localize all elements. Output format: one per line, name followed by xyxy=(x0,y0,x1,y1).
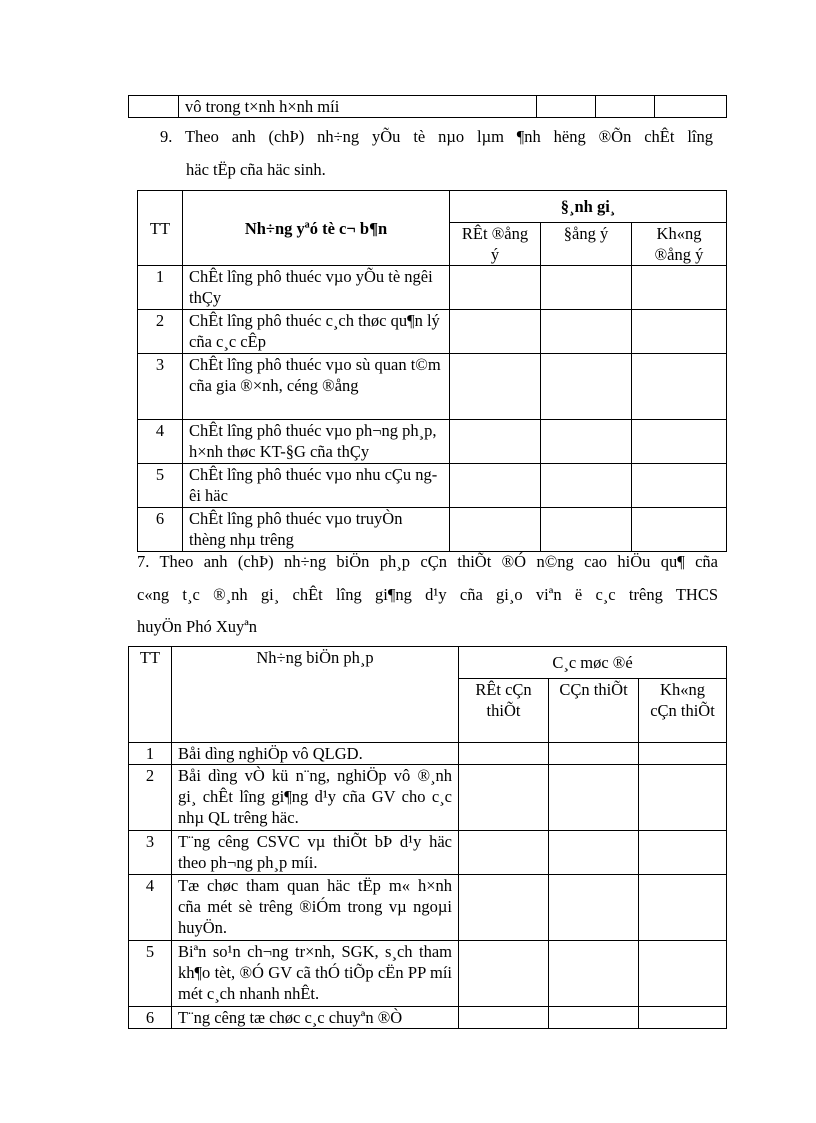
cell xyxy=(549,1007,639,1029)
cell xyxy=(632,508,727,552)
top-table-cell-text: vô trong t×nh h×nh míi xyxy=(179,96,537,118)
row-text: Tæ chøc tham quan häc tËp m« h×nh cña mét sè trêng ®iÓm trong vµ ngoµi huyÖn. xyxy=(172,875,459,941)
cell xyxy=(639,743,727,765)
cell xyxy=(632,464,727,508)
row-text: ChÊt lîng phô thuéc vµo truyÒn thèng nhµ trêng xyxy=(183,508,450,552)
row-number: 2 xyxy=(138,310,183,354)
cell xyxy=(639,831,727,875)
top-table-cell-tt xyxy=(129,96,179,118)
cell xyxy=(459,831,549,875)
table-row xyxy=(138,354,727,420)
cell xyxy=(632,420,727,464)
table-row xyxy=(138,464,727,508)
question-7-line-1: 7. Theo anh (chÞ) nh÷ng biÖn ph¸p cÇn thiÕt ®Ó n©ng cao hiÖu qu¶ cña xyxy=(137,552,718,571)
top-table-cell xyxy=(655,96,727,118)
table-row xyxy=(138,508,727,552)
row-number: 5 xyxy=(138,464,183,508)
cell xyxy=(632,310,727,354)
cell xyxy=(450,310,541,354)
row-number: 4 xyxy=(138,420,183,464)
row-text: Båi dìng nghiÖp vô QLGD. xyxy=(172,743,459,765)
row-number: 5 xyxy=(129,941,172,1007)
question-7-line-2: c«ng t¸c ®¸nh gi¸ chÊt lîng gi¶ng d¹y cña gi¸o viªn ë c¸c trêng THCS xyxy=(137,585,718,604)
factors-header-eval: §¸nh gi¸ xyxy=(450,191,727,223)
cell xyxy=(549,941,639,1007)
row-text: ChÊt lîng phô thuéc vµo nhu cÇu ngêi häc xyxy=(183,464,450,508)
cell xyxy=(459,941,549,1007)
cell xyxy=(541,354,632,420)
measures-header-measures: Nh÷ng biÖn ph¸p xyxy=(172,647,459,743)
cell xyxy=(450,508,541,552)
cell xyxy=(549,831,639,875)
factors-subheader: Kh«ng ®ång ý xyxy=(632,223,727,266)
table-row xyxy=(129,743,727,765)
question-9-line-2: häc tËp cña häc sinh. xyxy=(186,160,326,179)
measures-subheader: Kh«ng cÇn thiÕt xyxy=(639,679,727,743)
cell xyxy=(541,508,632,552)
cell xyxy=(549,743,639,765)
row-text: ChÊt lîng phô thuéc vµo sù quan t©m cña gia ®×nh, céng ®ång xyxy=(183,354,450,420)
table-row xyxy=(129,875,727,941)
cell xyxy=(549,765,639,831)
cell xyxy=(639,875,727,941)
table-row xyxy=(138,310,727,354)
row-text: Biªn so¹n ch¬ng tr×nh, SGK, s¸ch tham kh¶o tèt, ®Ó GV cã thÓ tiÕp cËn PP míi mét c¸ch nhanh nhÊt. xyxy=(172,941,459,1007)
row-text: T¨ng cêng CSVC vµ thiÕt bÞ d¹y häc theo ph¬ng ph¸p míi. xyxy=(172,831,459,875)
cell xyxy=(632,354,727,420)
row-text: ChÊt lîng phô thuéc c¸ch thøc qu¶n lý cña c¸c cÊp xyxy=(183,310,450,354)
measures-subheader: RÊt cÇn thiÕt xyxy=(459,679,549,743)
cell xyxy=(459,875,549,941)
top-table xyxy=(128,95,727,118)
cell xyxy=(632,266,727,310)
cell xyxy=(541,266,632,310)
row-number: 3 xyxy=(138,354,183,420)
row-text: T¨ng cêng tæ chøc c¸c chuyªn ®Ò xyxy=(172,1007,459,1029)
measures-table xyxy=(128,646,727,1029)
cell xyxy=(639,941,727,1007)
row-number: 4 xyxy=(129,875,172,941)
measures-header-tt: TT xyxy=(129,647,172,743)
cell xyxy=(541,310,632,354)
cell xyxy=(549,875,639,941)
table-row xyxy=(129,941,727,1007)
row-number: 6 xyxy=(138,508,183,552)
cell xyxy=(541,464,632,508)
cell xyxy=(450,354,541,420)
cell xyxy=(459,765,549,831)
measures-subheader: CÇn thiÕt xyxy=(549,679,639,743)
factors-subheader: §ång ý xyxy=(541,223,632,266)
question-7-line-3: huyÖn Phó Xuyªn xyxy=(137,617,258,636)
row-number: 3 xyxy=(129,831,172,875)
cell xyxy=(459,743,549,765)
table-row xyxy=(129,831,727,875)
measures-header-level: C¸c møc ®é xyxy=(459,647,727,679)
table-row xyxy=(138,420,727,464)
row-number: 6 xyxy=(129,1007,172,1029)
cell xyxy=(459,1007,549,1029)
top-table-cell xyxy=(596,96,655,118)
cell xyxy=(450,420,541,464)
cell xyxy=(450,266,541,310)
row-text: ChÊt lîng phô thuéc vµo ph¬ng ph¸p, h×nh thøc KT-§G cña thÇy xyxy=(183,420,450,464)
question-9-line-1: 9. Theo anh (chÞ) nh÷ng yÕu tè nµo lµm ¶nh hëng ®Õn chÊt lîng xyxy=(160,127,713,146)
row-number: 2 xyxy=(129,765,172,831)
row-text: Båi dìng vÒ kü n¨ng, nghiÖp vô ®¸nh gi¸ chÊt lîng gi¶ng d¹y cña GV cho c¸c nhµ QL trêng häc. xyxy=(172,765,459,831)
cell xyxy=(450,464,541,508)
row-text: ChÊt lîng phô thuéc vµo yÕu tè ngêi thÇy xyxy=(183,266,450,310)
row-number: 1 xyxy=(129,743,172,765)
factors-subheader: RÊt ®ång ý xyxy=(450,223,541,266)
table-row xyxy=(129,1007,727,1029)
table-row xyxy=(138,266,727,310)
top-table-cell xyxy=(537,96,596,118)
table-row xyxy=(129,765,727,831)
factors-header-factors: Nh÷ng yªó tè c¬ b¶n xyxy=(183,191,450,266)
cell xyxy=(639,765,727,831)
factors-header-tt: TT xyxy=(138,191,183,266)
factors-table xyxy=(137,190,727,552)
cell xyxy=(541,420,632,464)
cell xyxy=(639,1007,727,1029)
row-number: 1 xyxy=(138,266,183,310)
